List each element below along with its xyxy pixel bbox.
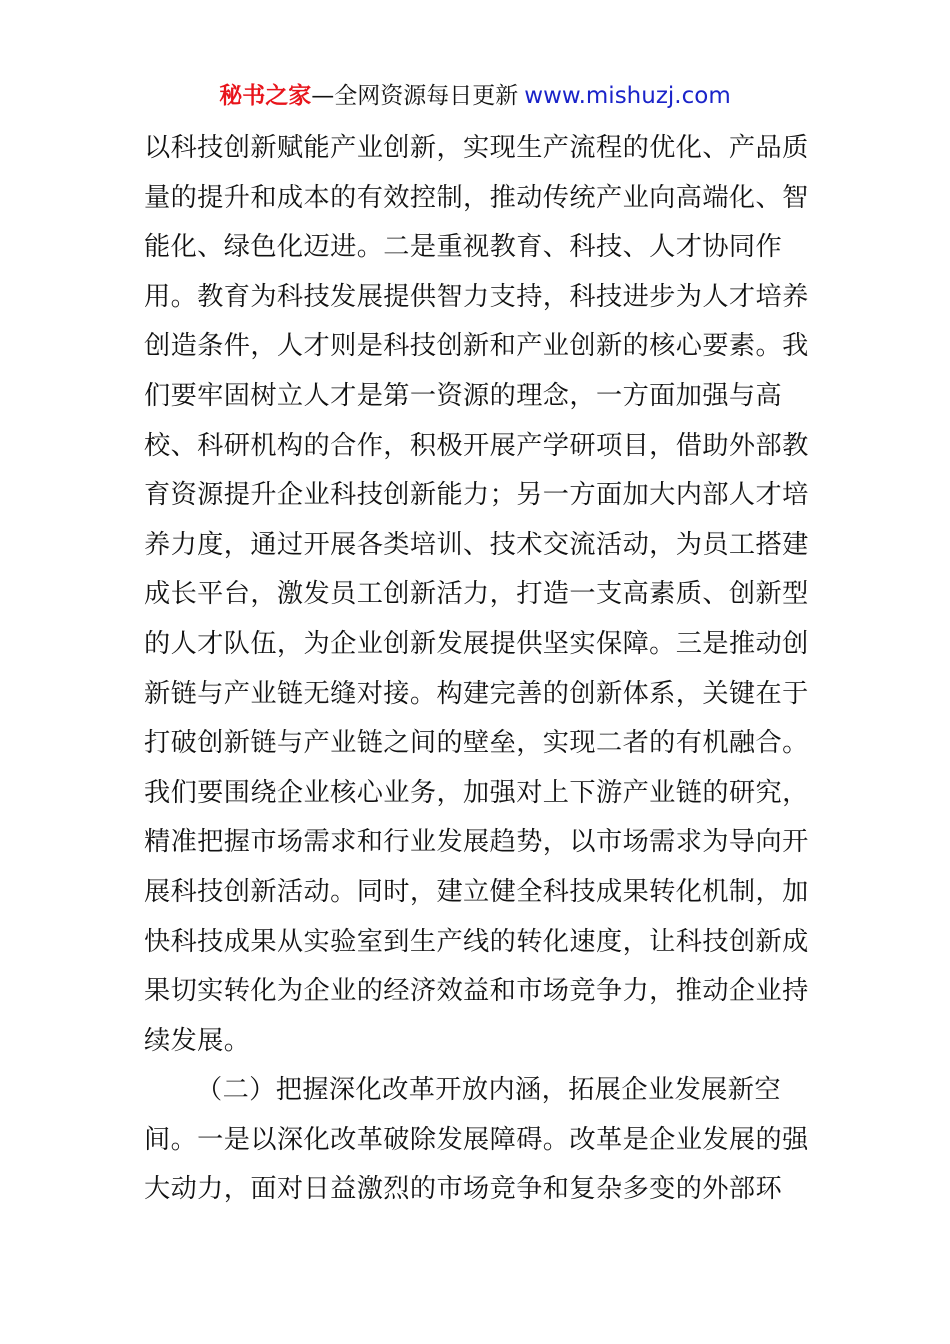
text-line: 间。一是以深化改革破除发展障碍。改革是企业发展的强 — [144, 1124, 809, 1155]
site-brand: 秘书之家 — [219, 83, 312, 109]
document-body — [144, 124, 824, 1215]
site-tagline: 全网资源每日更新 — [334, 83, 519, 109]
text-line: 果切实转化为企业的经济效益和市场竞争力，推动企业持 — [144, 976, 809, 1007]
text-line: 育资源提升企业科技创新能力；另一方面加大内部人才培 — [144, 480, 809, 511]
text-line: 们要牢固树立人才是第一资源的理念，一方面加强与高 — [144, 380, 783, 411]
text-line: 新链与产业链无缝对接。构建完善的创新体系，关键在于 — [144, 678, 809, 709]
text-line: 创造条件，人才则是科技创新和产业创新的核心要素。我 — [144, 331, 809, 362]
text-line: 打破创新链与产业链之间的壁垒，实现二者的有机融合。 — [144, 728, 809, 759]
text-line: 大动力，面对日益激烈的市场竞争和复杂多变的外部环 — [144, 1174, 783, 1205]
text-line: 用。教育为科技发展提供智力支持，科技进步为人才培养 — [144, 281, 809, 312]
section-heading-line: （二）把握深化改革开放内涵，拓展企业发展新空 — [196, 1075, 781, 1106]
header-dash: — — [311, 83, 335, 109]
text-line: 我们要围绕企业核心业务，加强对上下游产业链的研究， — [144, 777, 809, 808]
text-line: 校、科研机构的合作，积极开展产学研项目，借助外部教 — [144, 430, 809, 461]
text-line: 快科技成果从实验室到生产线的转化速度，让科技创新成 — [144, 926, 809, 957]
text-line: 的人才队伍，为企业创新发展提供坚实保障。三是推动创 — [144, 628, 809, 659]
text-line: 养力度，通过开展各类培训、技术交流活动，为员工搭建 — [144, 529, 809, 560]
text-line: 能化、绿色化迈进。二是重视教育、科技、人才协同作 — [144, 232, 783, 263]
text-line: 展科技创新活动。同时，建立健全科技成果转化机制，加 — [144, 876, 809, 907]
text-line: 以科技创新赋能产业创新，实现生产流程的优化、产品质 — [144, 133, 809, 163]
text-line: 精准把握市场需求和行业发展趋势，以市场需求为导向开 — [144, 827, 809, 858]
text-line: 成长平台，激发员工创新活力，打造一支高素质、创新型 — [144, 579, 809, 610]
site-header — [0, 78, 950, 114]
site-url-link[interactable]: www.mishuzj.com — [524, 83, 731, 109]
text-line: 续发展。 — [144, 1025, 251, 1056]
text-line: 量的提升和成本的有效控制，推动传统产业向高端化、智 — [144, 182, 809, 213]
